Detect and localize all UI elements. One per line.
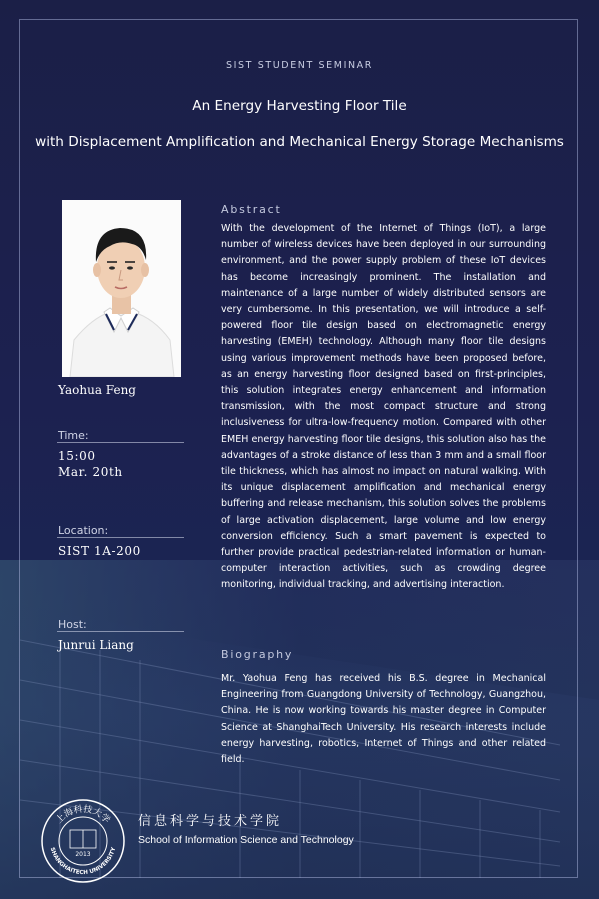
school-name-english: School of Information Science and Technology (138, 834, 354, 846)
biography-text: Mr. Yaohua Feng has received his B.S. degree in Mechanical Engineering from Guangdong University of Technology, Guangzhou, China. He is now working towards his master degree in Computer Science at ShanghaiTech University. His research interests include energy harvesting, robotics, Internet of Things and other related field. (221, 673, 546, 766)
seminar-series-label: SIST STUDENT SEMINAR (226, 60, 373, 71)
talk-title-line-1: An Energy Harvesting Floor Tile (192, 98, 407, 114)
abstract-text: With the development of the Internet of Things (IoT), a large number of wireless devices have been deployed in our surrounding environment, and the power supply problem of these IoT devices has become increasingly prominent. The installation and maintenance of a large number of widely distributed sensors are very cumbersome. In this presentation, we will introduce a self-powered floor tile design based on electromagnetic energy harvesting (EMEH) technology. Although many floor tile designs using various improvement methods have been proposed before, as an energy harvesting floor designed based on first-principles, this solution integrates energy enhancement and information transmission, with the most compact structure and strong inclusiveness for ultra-low-frequency motion. Compared with other EMEH energy harvesting floor tile designs, this solution also has the advantages of a stroke distance of less than 3 mm and a small floor tile thickness, which has almost no impact on natural walking. With its unique displacement amplification and mechanical energy buffering and release mechanism, this solution solves the problems of large activation displacement, large volume and low energy conversion efficiency. Such a smart pavement is expected to further provide practical pedestrian-related information or human-computer interaction activities, such as crowding degree monitoring, individual tracking, and advertising interaction. (221, 223, 546, 591)
speaker-portrait-icon (62, 200, 181, 377)
speaker-name: Yaohua Feng (58, 383, 136, 397)
location-value: SIST 1A-200 (58, 544, 141, 558)
time-value: 15:00 (58, 449, 96, 463)
host-label: Host: (58, 618, 87, 631)
host-divider (57, 631, 184, 632)
speaker-photo (62, 200, 181, 377)
host-value: Junrui Liang (58, 638, 134, 652)
logo-english-text: SHANGHAITECH UNIVERSITY (48, 846, 118, 877)
biography-heading: Biography (221, 648, 294, 661)
date-value: Mar. 20th (58, 465, 123, 479)
abstract-heading: Abstract (221, 203, 282, 216)
shanghaitech-university-logo (40, 798, 126, 884)
time-divider (57, 442, 184, 443)
school-name-chinese: 信息科学与技术学院 (138, 814, 283, 829)
logo-chinese-text: 上海科技大学 (54, 804, 112, 826)
location-divider (57, 537, 184, 538)
logo-year: 2013 (75, 851, 91, 858)
location-label: Location: (58, 524, 109, 537)
talk-title-line-2: with Displacement Amplification and Mechanical Energy Storage Mechanisms (35, 134, 564, 150)
time-label: Time: (58, 429, 89, 442)
